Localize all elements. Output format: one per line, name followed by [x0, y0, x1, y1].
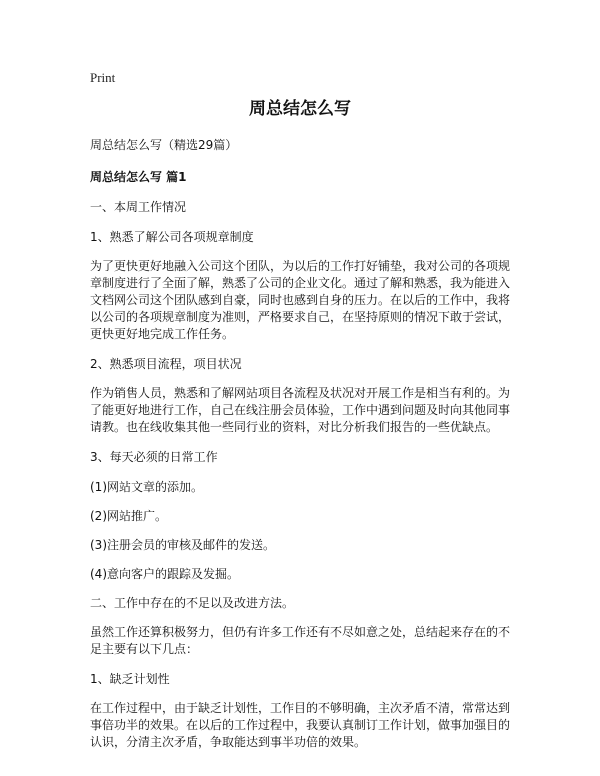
document-title: 周总结怎么写 [249, 99, 351, 119]
paragraph-project-flow: 作为销售人员，熟悉和了解网站项目各流程及状况对开展工作是相当有利的。为了能更好地进行工作，自己在线注册会员体验，工作中遇到问题及时向其他同事请教。也在线收集其他一些同行业的资料，对比分析我们报告的一些优缺点。 [90, 386, 511, 434]
section-title: 周总结怎么写 篇1 [90, 170, 187, 184]
heading-daily-work: 3、每天必须的日常工作 [90, 450, 218, 464]
paragraph-shortcomings: 虽然工作还算积极努力，但仍有许多工作还有不尽如意之处，总结起来存在的不足主要有以下几点： [90, 625, 511, 656]
heading-rules: 1、熟悉了解公司各项规章制度 [90, 230, 254, 244]
heading-lack-of-planning: 1、缺乏计划性 [90, 672, 170, 686]
heading-shortcomings: 二、工作中存在的不足以及改进方法。 [90, 596, 295, 610]
list-item: (3)注册会员的审核及邮件的发送。 [90, 538, 275, 552]
print-label: Print [90, 70, 116, 85]
paragraph-lack-of-planning: 在工作过程中，由于缺乏计划性，工作目的不够明确，主次矛盾不清，常常达到事倍功半的效果。在以后的工作过程中，我要认真制订工作计划，做事加强目的认识，分清主次矛盾，争取能达到事半功倍的效果。 [90, 701, 511, 749]
heading-project-flow: 2、熟悉项目流程，项目状况 [90, 357, 242, 371]
list-item: (4)意向客户的跟踪及发掘。 [90, 567, 239, 581]
list-item: (2)网站推广。 [90, 509, 167, 523]
paragraph-rules: 为了更快更好地融入公司这个团队，为以后的工作打好铺垫，我对公司的各项规章制度进行了全面了解，熟悉了公司的企业文化。通过了解和熟悉，我为能进入文档网公司这个团队感到自豪，同时也感到自身的压力。在以后的工作中，我将以公司的各项规章制度为准则，严格要求自己，在坚持原则的情况下敢于尝试，更快更好地完成工作任务。 [90, 259, 511, 341]
document-subtitle: 周总结怎么写（精选29篇） [90, 138, 238, 152]
list-item: (1)网站文章的添加。 [90, 480, 203, 494]
heading-work-status: 一、本周工作情况 [90, 200, 187, 214]
